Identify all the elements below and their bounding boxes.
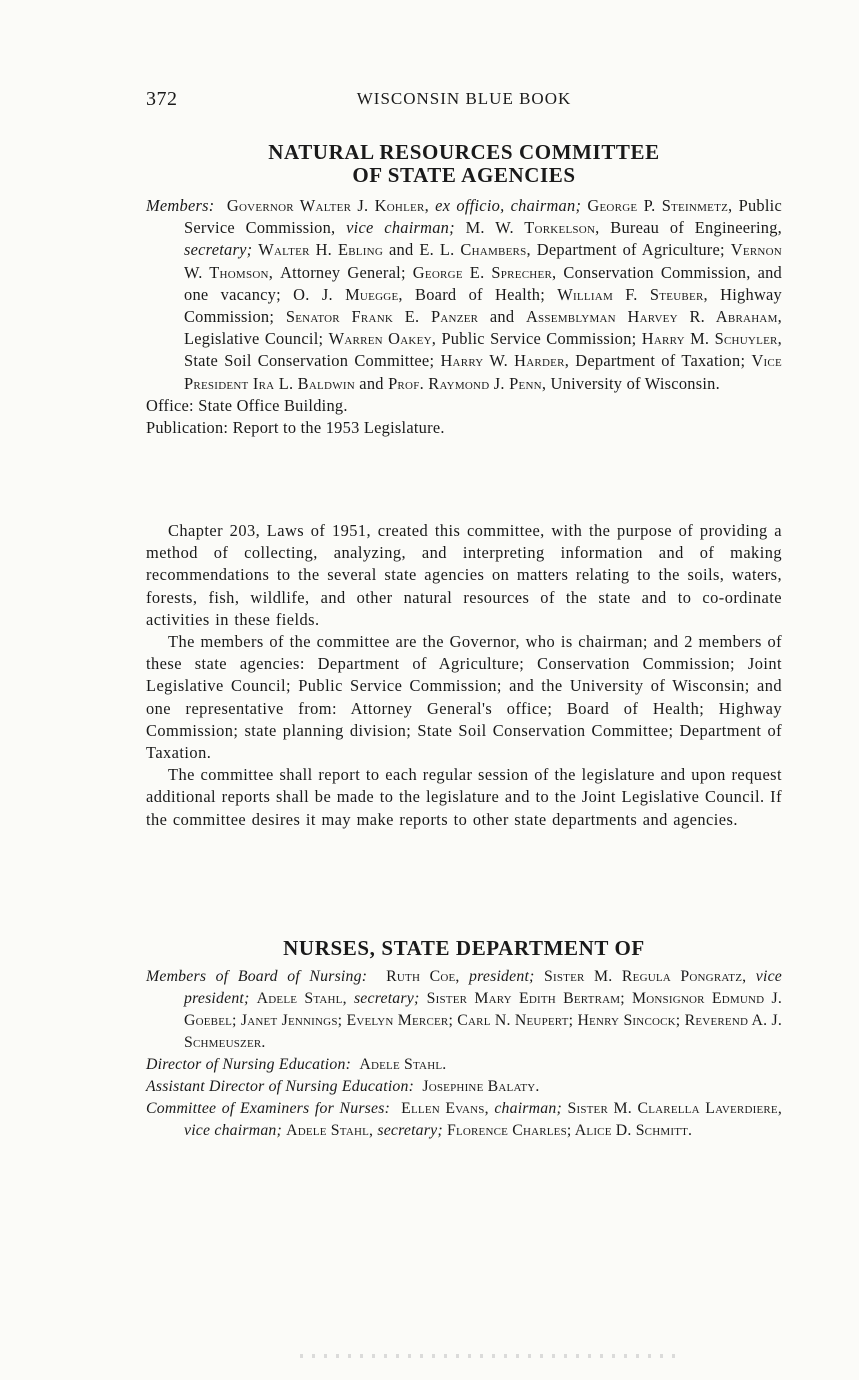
member-agency: Legislative Council; <box>184 329 329 349</box>
member-agency: Board of Health; <box>415 284 558 304</box>
member-name: E. L. Chambers, <box>419 240 537 260</box>
member-agency: University of Wisconsin. <box>550 373 720 393</box>
member-name: Governor Walter J. Kohler, <box>226 196 436 215</box>
member-name: Josephine Balaty. <box>422 1078 540 1095</box>
body-paragraph-2: The members of the committee are the Governor, who is chairman; and 2 members of these state agencies: Department of Agriculture; Conservation Commission; Joint Legislative Council; Public Service Commission; and the University of Wisconsin; and one representative from: Attorney General's office; Board of Health; Highway Commission; state planning division; State Soil Conservation Committee; Department of Taxation. <box>146 632 782 763</box>
assistant-director-entry <box>146 1076 782 1098</box>
member-name: George P. Steinmetz, <box>587 196 739 215</box>
section-title: NURSES, STATE DEPARTMENT OF <box>283 936 645 960</box>
member-name: George E. Sprecher, <box>412 262 564 282</box>
member-agency: Public Service Commission; <box>441 329 642 349</box>
section-title-line2: OF STATE AGENCIES <box>352 163 576 187</box>
nurses-details <box>146 966 782 1142</box>
examiners-label: Committee of Examiners for Nurses: <box>146 1100 391 1117</box>
member-name: Sister M. Regula Pongratz, <box>544 968 756 985</box>
member-role: chairman; <box>494 1100 568 1117</box>
member-name: Ellen Evans, <box>401 1100 495 1117</box>
member-name: Adele Stahl, <box>256 990 354 1007</box>
member-role: president; <box>469 968 544 985</box>
conjunction: and <box>489 307 526 327</box>
members-entry <box>146 195 782 395</box>
section-title-line1: NATURAL RESOURCES COMMITTEE <box>268 140 660 164</box>
member-agency: Department of Taxation; <box>575 351 752 371</box>
members-label: Members: <box>146 196 215 215</box>
member-role: secretary; <box>377 1122 447 1139</box>
member-name: Assemblyman Harvey R. Abraham, <box>525 307 782 327</box>
member-name: Harry W. Harder, <box>440 351 576 371</box>
member-name: Sister M. Clarella Laverdiere, <box>567 1100 782 1117</box>
member-role: vice president; <box>184 968 782 1007</box>
conjunction: and <box>388 240 420 260</box>
director-label: Director of Nursing Education: <box>146 1056 352 1073</box>
assistant-director-label: Assistant Director of Nursing Education: <box>146 1078 415 1095</box>
member-name: M. W. Torkelson, <box>465 218 611 238</box>
member-name: Warren Oakey, <box>328 329 442 349</box>
director-entry <box>146 1054 782 1076</box>
member-agency: Department of Agriculture; <box>536 240 731 260</box>
conjunction: and <box>359 373 389 393</box>
running-header <box>146 88 782 112</box>
member-name: Florence Charles; Alice D. Schmitt. <box>446 1122 693 1139</box>
natural-resources-section <box>146 141 782 187</box>
member-name: Adele Stahl. <box>359 1056 447 1073</box>
member-role: ex officio, chairman; <box>435 196 588 215</box>
natural-resources-body <box>146 520 782 831</box>
member-name: Prof. Raymond J. Penn, <box>388 373 551 393</box>
member-name: Senator Frank E. Panzer <box>285 307 490 327</box>
member-agency: Highway Commission; <box>184 284 782 327</box>
body-paragraph-3: The committee shall report to each regular session of the legislature and upon request additional reports shall be made to the legislature and to the Joint Legislative Council. If the committee desires it may make reports to other state departments and agencies. <box>146 765 782 829</box>
nurses-section <box>146 937 782 960</box>
member-role: secretary; <box>353 990 427 1007</box>
office-line: Office: State Office Building. <box>146 395 348 415</box>
page-number: 372 <box>146 88 178 110</box>
member-name: Adele Stahl, <box>286 1122 378 1139</box>
member-name: O. J. Muegge, <box>293 284 416 304</box>
member-agency: Bureau of Engineering, <box>610 218 783 238</box>
natural-resources-details <box>146 195 782 439</box>
publication-line: Publication: Report to the 1953 Legislature. <box>146 418 445 438</box>
member-name: Vice President Ira L. Baldwin <box>184 351 782 393</box>
member-name: Ruth Coe, <box>386 968 470 985</box>
examiners-entry <box>146 1098 782 1142</box>
board-label: Members of Board of Nursing: <box>146 968 368 985</box>
scan-artifact <box>300 1354 680 1358</box>
member-name: Vernon W. Thomson, <box>184 240 783 282</box>
member-name: William F. Steuber, <box>557 284 721 304</box>
member-agency: Public Service Commission, <box>184 196 782 238</box>
running-title: WISCONSIN BLUE BOOK <box>356 89 572 108</box>
member-name: Harry M. Schuyler, <box>641 329 782 349</box>
member-agency: Conservation Commission, and one vacancy; <box>184 262 782 304</box>
member-agency: State Soil Conservation Committee; <box>184 351 441 371</box>
member-role: secretary; <box>184 240 259 260</box>
body-paragraph-1: Chapter 203, Laws of 1951, created this committee, with the purpose of providing a method of collecting, analyzing, and interpreting information and of making recommendations to the several state agencies on matters relating to the soils, waters, forests, fish, wildlife, and other natural resources of the state and to co-ordinate activities in these fields. <box>146 521 782 629</box>
member-role: vice chairman; <box>346 218 466 238</box>
member-name: Walter H. Ebling <box>258 240 389 260</box>
member-agency: Attorney General; <box>280 262 413 282</box>
member-role: vice chairman; <box>184 1122 287 1139</box>
board-members-entry <box>146 966 782 1054</box>
member-name: Sister Mary Edith Bertram; Monsignor Edmund J. Goebel; Janet Jennings; Evelyn Mercer; Carl N. Neupert; Henry Sincock; Reverend A. J. Schmeuszer. <box>184 990 782 1051</box>
